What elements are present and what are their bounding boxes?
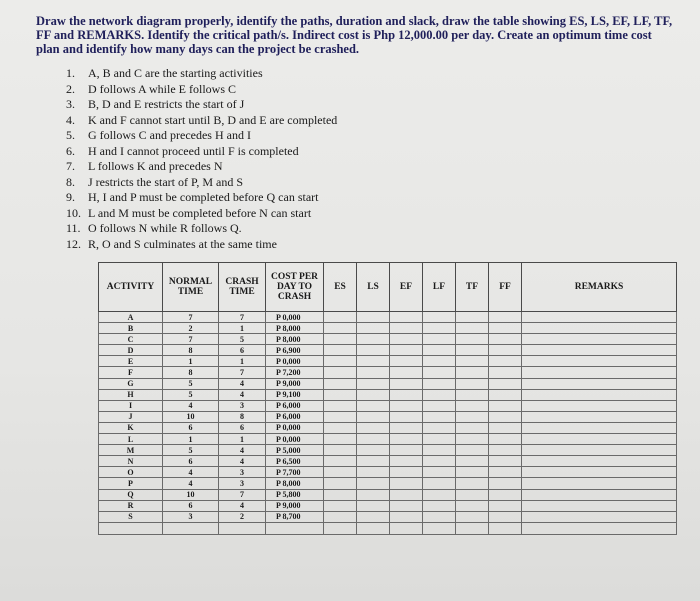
lf-cell[interactable] — [423, 378, 456, 389]
crash-time-cell: 3 — [219, 400, 266, 411]
remarks-cell[interactable] — [522, 411, 677, 422]
remarks-cell[interactable] — [522, 378, 677, 389]
table-row — [99, 400, 677, 411]
remarks-cell[interactable] — [522, 434, 677, 445]
condition-number: 1. — [66, 66, 75, 80]
ef-cell[interactable] — [390, 367, 423, 378]
ff-cell[interactable] — [489, 478, 522, 489]
crash-time-cell: 7 — [219, 489, 266, 500]
lf-cell[interactable] — [423, 467, 456, 478]
crash-time-cell: 6 — [219, 345, 266, 356]
condition-item — [66, 82, 586, 98]
tf-cell[interactable] — [456, 422, 489, 433]
normal-time-cell: 5 — [163, 445, 219, 456]
tf-cell[interactable] — [456, 478, 489, 489]
ff-cell[interactable] — [489, 356, 522, 367]
activity-cell: C — [99, 334, 163, 345]
cost-cell: P 6,000 — [266, 400, 324, 411]
table-row — [99, 500, 677, 511]
conditions-list — [66, 66, 586, 252]
ff-cell[interactable] — [489, 456, 522, 467]
normal-time-cell: 10 — [163, 411, 219, 422]
tf-cell[interactable] — [456, 411, 489, 422]
ff-cell[interactable] — [489, 500, 522, 511]
condition-item — [66, 97, 586, 113]
es-cell[interactable] — [324, 478, 357, 489]
ls-cell[interactable] — [357, 334, 390, 345]
tf-cell[interactable] — [456, 400, 489, 411]
activity-cell: H — [99, 389, 163, 400]
condition-number: 4. — [66, 112, 75, 127]
condition-number: 9. — [66, 190, 75, 204]
cost-cell: P 8,700 — [266, 511, 324, 522]
es-cell[interactable] — [324, 489, 357, 500]
condition-number: 7. — [66, 159, 75, 173]
ls-cell[interactable] — [357, 489, 390, 500]
crash-time-cell: 4 — [219, 445, 266, 456]
normal-time-cell: 7 — [163, 334, 219, 345]
header-lf: LF — [423, 263, 456, 312]
ef-cell[interactable] — [390, 411, 423, 422]
cost-cell: P 5,800 — [266, 489, 324, 500]
ef-cell[interactable] — [390, 356, 423, 367]
ef-cell[interactable] — [390, 467, 423, 478]
es-cell[interactable] — [324, 312, 357, 323]
ff-cell[interactable] — [489, 312, 522, 323]
ls-cell[interactable] — [357, 511, 390, 522]
condition-text: B, D and E restricts the start of J — [88, 97, 245, 111]
cost-cell: P 7,700 — [266, 467, 324, 478]
crash-time-cell: 1 — [219, 434, 266, 445]
blank-cell — [522, 522, 677, 534]
ls-cell[interactable] — [357, 434, 390, 445]
ls-cell[interactable] — [357, 478, 390, 489]
ff-cell[interactable] — [489, 389, 522, 400]
ff-cell[interactable] — [489, 511, 522, 522]
crash-time-cell: 6 — [219, 422, 266, 433]
table-row — [99, 367, 677, 378]
condition-item — [66, 190, 586, 206]
tf-cell[interactable] — [456, 445, 489, 456]
remarks-cell[interactable] — [522, 456, 677, 467]
condition-number: 10. — [66, 205, 81, 220]
lf-cell[interactable] — [423, 312, 456, 323]
crash-time-cell: 7 — [219, 312, 266, 323]
lf-cell[interactable] — [423, 345, 456, 356]
table-row — [99, 422, 677, 433]
ef-cell[interactable] — [390, 323, 423, 334]
blank-cell — [423, 522, 456, 534]
normal-time-cell: 6 — [163, 422, 219, 433]
table-row — [99, 467, 677, 478]
lf-cell[interactable] — [423, 478, 456, 489]
condition-number: 2. — [66, 81, 75, 96]
condition-item — [66, 206, 586, 222]
normal-time-cell: 3 — [163, 511, 219, 522]
condition-text: O follows N while R follows Q. — [88, 221, 242, 235]
condition-number: 5. — [66, 128, 75, 142]
table-row — [99, 489, 677, 500]
ls-cell[interactable] — [357, 323, 390, 334]
cost-cell: P 8,000 — [266, 478, 324, 489]
condition-text: H and I cannot proceed until F is completed — [88, 143, 299, 158]
crash-time-cell: 4 — [219, 378, 266, 389]
ls-cell[interactable] — [357, 456, 390, 467]
normal-time-cell: 5 — [163, 389, 219, 400]
remarks-cell[interactable] — [522, 500, 677, 511]
header-ls: LS — [357, 263, 390, 312]
es-cell[interactable] — [324, 378, 357, 389]
cost-cell: P 6,900 — [266, 345, 324, 356]
activity-cell: R — [99, 500, 163, 511]
normal-time-cell: 8 — [163, 367, 219, 378]
tf-cell[interactable] — [456, 323, 489, 334]
blank-cell — [163, 522, 219, 534]
lf-cell[interactable] — [423, 356, 456, 367]
blank-cell — [324, 522, 357, 534]
ls-cell[interactable] — [357, 356, 390, 367]
cost-cell: P 7,200 — [266, 367, 324, 378]
condition-number: 12. — [66, 236, 81, 251]
lf-cell[interactable] — [423, 367, 456, 378]
ls-cell[interactable] — [357, 422, 390, 433]
ls-cell[interactable] — [357, 411, 390, 422]
activity-cell: F — [99, 367, 163, 378]
crash-time-cell: 5 — [219, 334, 266, 345]
table-header-row — [99, 263, 677, 312]
es-cell[interactable] — [324, 356, 357, 367]
cost-cell: P 0,000 — [266, 434, 324, 445]
activity-cell: L — [99, 434, 163, 445]
activity-cell: S — [99, 511, 163, 522]
tf-cell[interactable] — [456, 434, 489, 445]
remarks-cell[interactable] — [522, 367, 677, 378]
ef-cell[interactable] — [390, 489, 423, 500]
tf-cell[interactable] — [456, 334, 489, 345]
condition-item — [66, 66, 586, 82]
cost-cell: P 0,000 — [266, 422, 324, 433]
header-cost-per-day: COST PER DAY TO CRASH — [266, 263, 324, 312]
condition-number: 11. — [66, 221, 81, 235]
ef-cell[interactable] — [390, 456, 423, 467]
crash-time-cell: 8 — [219, 411, 266, 422]
condition-text: D follows A while E follows C — [88, 81, 237, 96]
ls-cell[interactable] — [357, 367, 390, 378]
condition-text: L follows K and precedes N — [88, 159, 223, 173]
header-es: ES — [324, 263, 357, 312]
normal-time-cell: 4 — [163, 467, 219, 478]
es-cell[interactable] — [324, 467, 357, 478]
condition-item — [66, 221, 586, 237]
normal-time-cell: 7 — [163, 312, 219, 323]
header-remarks: REMARKS — [522, 263, 677, 312]
condition-text: J restricts the start of P, M and S — [88, 174, 243, 189]
condition-item — [66, 144, 586, 160]
remarks-cell[interactable] — [522, 345, 677, 356]
table-row — [99, 456, 677, 467]
lf-cell[interactable] — [423, 445, 456, 456]
ff-cell[interactable] — [489, 367, 522, 378]
ls-cell[interactable] — [357, 345, 390, 356]
remarks-cell[interactable] — [522, 334, 677, 345]
blank-cell — [357, 522, 390, 534]
remarks-cell[interactable] — [522, 422, 677, 433]
table-row — [99, 312, 677, 323]
normal-time-cell: 4 — [163, 400, 219, 411]
condition-text: H, I and P must be completed before Q can start — [88, 190, 319, 204]
cost-cell: P 6,500 — [266, 456, 324, 467]
ls-cell[interactable] — [357, 378, 390, 389]
es-cell[interactable] — [324, 345, 357, 356]
condition-number: 6. — [66, 143, 75, 158]
crash-time-cell: 1 — [219, 356, 266, 367]
activity-cell: M — [99, 445, 163, 456]
activity-cell: I — [99, 400, 163, 411]
ff-cell[interactable] — [489, 422, 522, 433]
tf-cell[interactable] — [456, 467, 489, 478]
cost-cell: P 8,000 — [266, 334, 324, 345]
table-row — [99, 389, 677, 400]
ls-cell[interactable] — [357, 467, 390, 478]
header-tf: TF — [456, 263, 489, 312]
condition-text: K and F cannot start until B, D and E are completed — [88, 112, 338, 127]
remarks-cell[interactable] — [522, 356, 677, 367]
es-cell[interactable] — [324, 456, 357, 467]
table-body — [99, 312, 677, 535]
cost-cell: P 0,000 — [266, 312, 324, 323]
activity-cell: P — [99, 478, 163, 489]
table-row — [99, 323, 677, 334]
ff-cell[interactable] — [489, 400, 522, 411]
crash-time-cell: 3 — [219, 478, 266, 489]
tf-cell[interactable] — [456, 456, 489, 467]
condition-item — [66, 175, 586, 191]
cost-cell: P 6,000 — [266, 411, 324, 422]
normal-time-cell: 5 — [163, 378, 219, 389]
lf-cell[interactable] — [423, 434, 456, 445]
blank-cell — [456, 522, 489, 534]
ff-cell[interactable] — [489, 334, 522, 345]
ef-cell[interactable] — [390, 312, 423, 323]
ff-cell[interactable] — [489, 434, 522, 445]
tf-cell[interactable] — [456, 378, 489, 389]
ff-cell[interactable] — [489, 323, 522, 334]
crash-time-cell: 7 — [219, 367, 266, 378]
lf-cell[interactable] — [423, 500, 456, 511]
header-normal-time: NORMAL TIME — [163, 263, 219, 312]
es-cell[interactable] — [324, 389, 357, 400]
normal-time-cell: 2 — [163, 323, 219, 334]
activity-cell: A — [99, 312, 163, 323]
ff-cell[interactable] — [489, 345, 522, 356]
lf-cell[interactable] — [423, 400, 456, 411]
cost-cell: P 9,000 — [266, 378, 324, 389]
condition-item — [66, 159, 586, 175]
activity-cell: N — [99, 456, 163, 467]
es-cell[interactable] — [324, 445, 357, 456]
activity-cell: O — [99, 467, 163, 478]
activity-cell: J — [99, 411, 163, 422]
ef-cell[interactable] — [390, 334, 423, 345]
lf-cell[interactable] — [423, 511, 456, 522]
activity-cell: Q — [99, 489, 163, 500]
crash-time-cell: 4 — [219, 456, 266, 467]
es-cell[interactable] — [324, 422, 357, 433]
ls-cell[interactable] — [357, 312, 390, 323]
blank-cell — [266, 522, 324, 534]
table-row — [99, 434, 677, 445]
crash-time-cell: 1 — [219, 323, 266, 334]
cost-cell: P 9,000 — [266, 500, 324, 511]
normal-time-cell: 4 — [163, 478, 219, 489]
schedule-table — [98, 262, 677, 535]
ls-cell[interactable] — [357, 400, 390, 411]
lf-cell[interactable] — [423, 323, 456, 334]
lf-cell[interactable] — [423, 334, 456, 345]
remarks-cell[interactable] — [522, 467, 677, 478]
ef-cell[interactable] — [390, 422, 423, 433]
activity-cell: D — [99, 345, 163, 356]
normal-time-cell: 10 — [163, 489, 219, 500]
ff-cell[interactable] — [489, 467, 522, 478]
es-cell[interactable] — [324, 411, 357, 422]
schedule-table-wrap — [98, 262, 676, 598]
es-cell[interactable] — [324, 367, 357, 378]
header-activity: ACTIVITY — [99, 263, 163, 312]
table-row — [99, 356, 677, 367]
crash-time-cell: 2 — [219, 511, 266, 522]
es-cell[interactable] — [324, 334, 357, 345]
remarks-cell[interactable] — [522, 445, 677, 456]
blank-cell — [99, 522, 163, 534]
tf-cell[interactable] — [456, 489, 489, 500]
condition-text: L and M must be completed before N can start — [88, 205, 312, 220]
normal-time-cell: 1 — [163, 434, 219, 445]
table-row — [99, 345, 677, 356]
activity-cell: G — [99, 378, 163, 389]
lf-cell[interactable] — [423, 489, 456, 500]
es-cell[interactable] — [324, 323, 357, 334]
table-row — [99, 411, 677, 422]
crash-time-cell: 3 — [219, 467, 266, 478]
remarks-cell[interactable] — [522, 389, 677, 400]
normal-time-cell: 8 — [163, 345, 219, 356]
ff-cell[interactable] — [489, 445, 522, 456]
cost-cell: P 8,000 — [266, 323, 324, 334]
table-row — [99, 478, 677, 489]
tf-cell[interactable] — [456, 389, 489, 400]
ff-cell[interactable] — [489, 411, 522, 422]
es-cell[interactable] — [324, 511, 357, 522]
table-row — [99, 445, 677, 456]
blank-cell — [390, 522, 423, 534]
normal-time-cell: 6 — [163, 500, 219, 511]
blank-cell — [489, 522, 522, 534]
header-ff: FF — [489, 263, 522, 312]
remarks-cell[interactable] — [522, 400, 677, 411]
tf-cell[interactable] — [456, 511, 489, 522]
ef-cell[interactable] — [390, 345, 423, 356]
tf-cell[interactable] — [456, 345, 489, 356]
condition-text: R, O and S culminates at the same time — [88, 236, 277, 251]
condition-number: 3. — [66, 97, 75, 111]
es-cell[interactable] — [324, 434, 357, 445]
crash-time-cell: 4 — [219, 389, 266, 400]
activity-cell: E — [99, 356, 163, 367]
blank-row — [99, 522, 677, 534]
table-row — [99, 511, 677, 522]
table-row — [99, 378, 677, 389]
remarks-cell[interactable] — [522, 323, 677, 334]
ff-cell[interactable] — [489, 378, 522, 389]
ff-cell[interactable] — [489, 489, 522, 500]
tf-cell[interactable] — [456, 312, 489, 323]
normal-time-cell: 1 — [163, 356, 219, 367]
remarks-cell[interactable] — [522, 489, 677, 500]
crash-time-cell: 4 — [219, 500, 266, 511]
header-ef: EF — [390, 263, 423, 312]
cost-cell: P 9,100 — [266, 389, 324, 400]
table-row — [99, 334, 677, 345]
activity-cell: B — [99, 323, 163, 334]
condition-item — [66, 113, 586, 129]
condition-text: G follows C and precedes H and I — [88, 128, 251, 142]
condition-number: 8. — [66, 174, 75, 189]
ef-cell[interactable] — [390, 445, 423, 456]
cost-cell: P 5,000 — [266, 445, 324, 456]
ef-cell[interactable] — [390, 400, 423, 411]
remarks-cell[interactable] — [522, 312, 677, 323]
tf-cell[interactable] — [456, 356, 489, 367]
condition-text: A, B and C are the starting activities — [88, 66, 263, 80]
ef-cell[interactable] — [390, 378, 423, 389]
lf-cell[interactable] — [423, 389, 456, 400]
blank-cell — [219, 522, 266, 534]
ef-cell[interactable] — [390, 389, 423, 400]
activity-cell: K — [99, 422, 163, 433]
ef-cell[interactable] — [390, 478, 423, 489]
problem-prompt: Draw the network diagram properly, identify the paths, duration and slack, draw the table showing ES, LS, EF, LF, TF, FF and REMARKS. Identify the critical path/s. Indirect cost is Php 12,000.00 per day. Create an optimum time cost plan and identify how many days can the project be crashed. — [36, 14, 673, 56]
cost-cell: P 0,000 — [266, 356, 324, 367]
ef-cell[interactable] — [390, 500, 423, 511]
normal-time-cell: 6 — [163, 456, 219, 467]
lf-cell[interactable] — [423, 411, 456, 422]
remarks-cell[interactable] — [522, 511, 677, 522]
lf-cell[interactable] — [423, 422, 456, 433]
ls-cell[interactable] — [357, 445, 390, 456]
ef-cell[interactable] — [390, 511, 423, 522]
es-cell[interactable] — [324, 500, 357, 511]
condition-item — [66, 237, 586, 253]
ls-cell[interactable] — [357, 500, 390, 511]
tf-cell[interactable] — [456, 367, 489, 378]
lf-cell[interactable] — [423, 456, 456, 467]
remarks-cell[interactable] — [522, 478, 677, 489]
es-cell[interactable] — [324, 400, 357, 411]
tf-cell[interactable] — [456, 500, 489, 511]
ls-cell[interactable] — [357, 389, 390, 400]
ef-cell[interactable] — [390, 434, 423, 445]
header-crash-time: CRASH TIME — [219, 263, 266, 312]
condition-item — [66, 128, 586, 144]
